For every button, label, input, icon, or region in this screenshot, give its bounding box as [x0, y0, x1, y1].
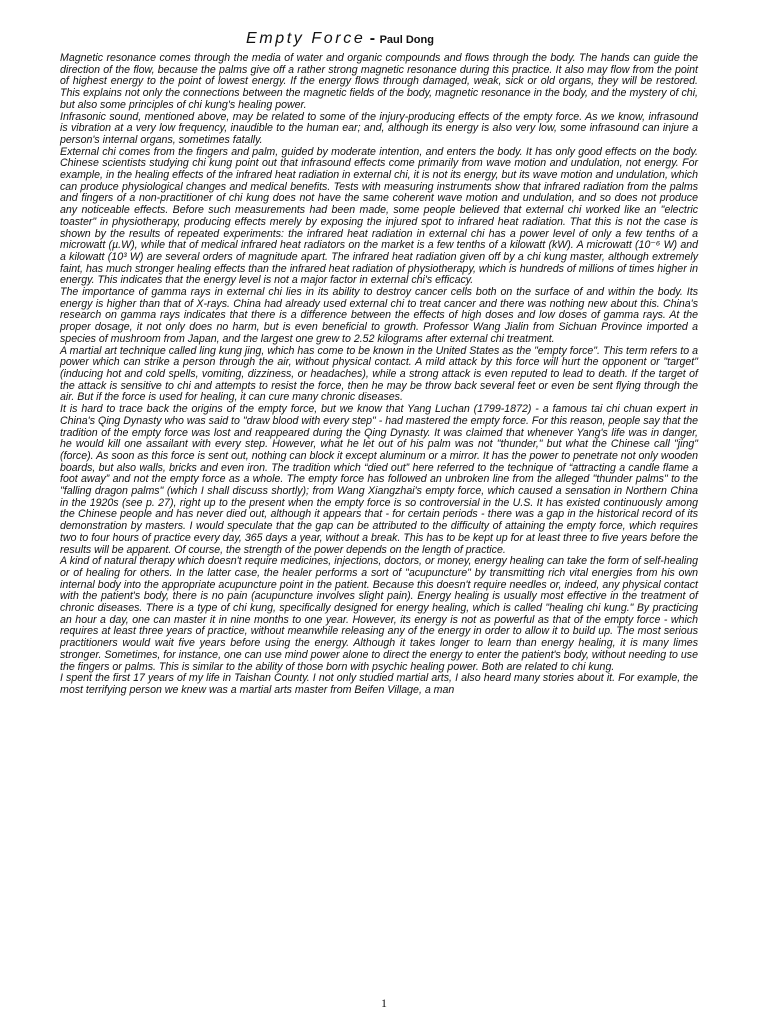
paragraph-external-chi: External chi comes from the fingers and palm, guided by moderate intention, and enters the body. It has only good effects on the body. Chinese scientists studying chi kung point out that infrasound effects come primarily from wave motion and undulation, not energy. For example, in the healing effects of the infrared heat radiation in external chi, it is not its energy, but its wave motion and undulation, which can produce physiological changes and medical benefits. Tests with measuring instruments show that infrared radiation from the palms and fingers of a non-practitioner of chi kung does not have the same coherent wave motion and undulation, and so does not produce any noticeable effects. Before such measurements had been made, some people believed that external chi worked like an "electric toaster" in physiotherapy, producing effects merely by exposing the injured spot to infrared heat radiation. That this is not the case is shown by the results of repeated experiments: the infrared heat radiation in external chi has a power level of only a few tenths of a microwatt (µ.W), while that of medical infrared heat radiators on the market is a few tenths of a kilowatt (kW). A microwatt (10⁻⁶ W) and a kilowatt (10³ W) are several orders of magnitude apart. The infrared heat radiation given off by a chi kung master, although extremely faint, has much stronger healing effects than the infrared heat radiation of physiotherapy, which is hundreds of millions of times higher in energy. This indicates that the energy level is not a major factor in external chi's efficacy.	[60, 145, 698, 287]
paragraph-ling-kung-jing: A martial art technique called ling kung jing, which has come to be known in the United States as the "empty force". This term refers to a power which can strike a person through the air, without physical contact. A mild attack by this force will hurt the opponent or "target" (inducing hot and cold spells, vomiting, dizziness, or headaches), while a strong attack is even reputed to lead to death. If the target of the attack is sensitive to chi and attempts to resist the force, then he may be throw back several feet or even be sent flying through the air. But if the force is used for healing, it can cure many chronic diseases.	[60, 344, 698, 404]
page-number: 1	[381, 996, 387, 1010]
paragraph-magnetic-resonance: Magnetic resonance comes through the media of water and organic compounds and flows through the body. The hands can guide the direction of the flow, because the palms give off a rather strong magnetic resonance during this practice. It also may flow from the point of highest energy to the point of lowest energy. If the energy flows through damaged, weak, sick or old organs, they will be restored. This explains not only the connections between the magnetic fields of the body, magnetic resonance in the body, and the mystery of chi, but also some principles of chi kung's healing power.	[60, 52, 698, 111]
page-title	[0, 30, 680, 48]
paragraph-energy-healing: A kind of natural therapy which doesn't require medicines, injections, doctors, or money, energy healing can take the form of self-healing or of healing for others. In the latter case, the healer performs a sort of "acupuncture" by transmitting rich vital energies from his own internal body into the appropriate acupuncture point in the patient. Because this doesn't require needles or, indeed, any physical contact with the patient's body, there is no pain (acupuncture involves slight pain). Energy healing is usually most effective in the treatment of chronic diseases. There is a type of chi kung, specifically designed for energy healing, which is called "healing chi kung." By practicing an hour a day, one can master it in nine months to one year. However, its energy is not as powerful as that of the empty force - which requires at least three years of practice, without meanwhile releasing any of the energy in order to allow it to build up. The most serious practitioners would wait five years before using the energy. Although it takes longer to learn than energy healing, it is many limes stronger. Sometimes, for instance, one can use mind power alone to direct the energy to enter the patient's body, without needing to use the fingers or palms. This is similar to the ability of those born with psychic healing power. Both are related to chi kung.	[60, 555, 698, 673]
paragraph-infrasonic-sound: Infrasonic sound, mentioned above, may be related to some of the injury-producing effects of the empty force. As we know, infrasound is vibration at a very low frequency, inaudible to the human ear; and, although its energy is also very low, some infrasound can injure a person's internal organs, sometimes fatally.	[60, 110, 698, 146]
paragraph-taishan-county: I spent the first 17 years of my life in Taishan County. I not only studied martial arts, I also heard many stories about it. For example, the most terrifying person we knew was a martial arts master from Beifen Village, a man	[60, 672, 698, 696]
paragraph-gamma-rays: The importance of gamma rays in external chi lies in its ability to destroy cancer cells both on the surface of and within the body. Its energy is higher than that of X-rays. China had already used external chi to treat cancer and there was nothing new about this. China's research on gamma rays indicates that there is a difference between the effects of high doses and low doses of gamma rays. At the proper dosage, it not only does no harm, but is even beneficial to growth. Professor Wang Jialin from Sichuan Province imported a species of mushroom from Japan, and the largest one grew to 2.52 kilograms after external chi treatment.	[60, 286, 698, 345]
article-body	[60, 53, 698, 697]
title-separator: -	[365, 30, 380, 47]
paragraph-origins: It is hard to trace back the origins of the empty force, but we know that Yang Luchan (1799-1872) - a famous tai chi chuan expert in China's Qing Dynasty who was said to "draw blood with every step" - had mastered the empty force. For this reason, people say that the tradition of the empty force was lost and reappeared during the Qing Dynasty. It was claimed that whenever Yang's life was in danger, he would kill one assailant with every step. However, what he let out of his palm was not "thunder," but what the Chinese call "jing" (force). As soon as this force is sent out, nothing can block it except aluminum or a mirror. It has the power to penetrate not only wooden boards, but also walls, bricks and even iron. The tradition which “died out” here referred to the technique of “attracting a candle flame a foot away” and not the empty force as a whole. The empty force has followed an unbroken line from the alleged "thunder palms" to the "falling dragon palms" (which I shall discuss shortly); from Wang Xiangzhai's empty force, which caused a sensation in Northern China in the 1920s (see p. 27), right up to the present when the empty force is so controversial in the U.S. It has existed continuously among the Chinese people and has never died out, although it appears that - for certain periods - there was a gap in the historical record of its demonstration by masters. I would speculate that the gap can be attributed to the difficulty of attaining the empty force, which requires two to four hours of practice every day, 365 days a year, without a break. This has to be kept up for at least three to five years before the results will be apparent. Of course, the strength of the power depends on the length of practice.	[60, 403, 698, 556]
author-name: Paul Dong	[379, 34, 434, 46]
title-text: Empty Force	[246, 30, 366, 47]
